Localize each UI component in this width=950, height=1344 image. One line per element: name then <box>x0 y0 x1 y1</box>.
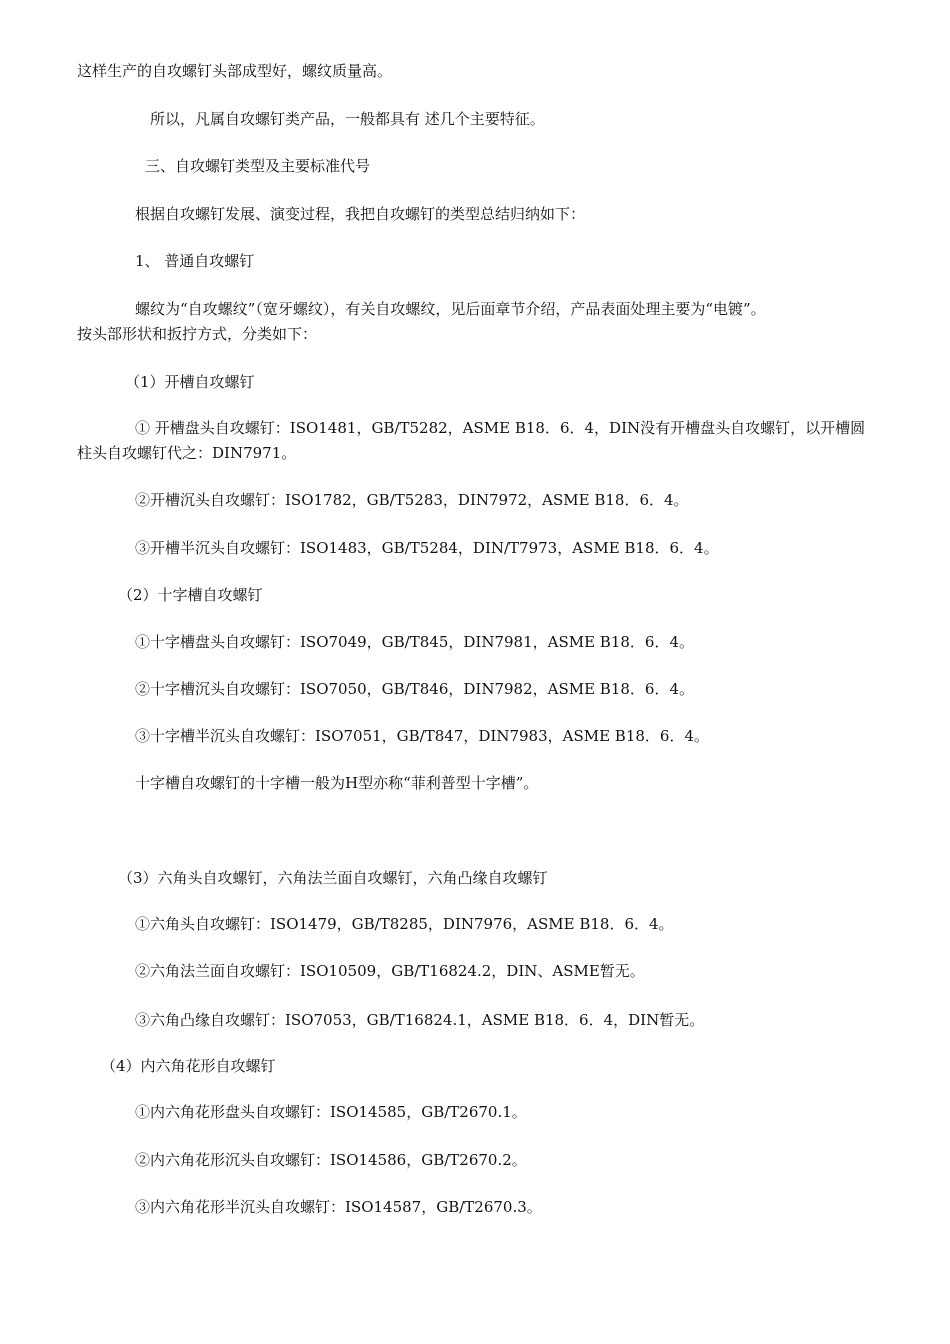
paragraph-line-4: 根据自攻螺钉发展、演变过程，我把自攻螺钉的类型总结归纳如下： <box>135 205 586 223</box>
item-line-11: ②内六角花形沉头自攻螺钉：ISO14586，GB/T2670.2。 <box>135 1151 527 1169</box>
paragraph-line-17: 十字槽自攻螺钉的十字槽一般为H型亦称“菲利普型十字槽”。 <box>135 774 539 792</box>
item-line-7: ①六角头自攻螺钉：ISO1479，GB/T8285，DIN7976，ASME B18．6．4。 <box>135 915 674 933</box>
item-line-6: ③十字槽半沉头自攻螺钉：ISO7051，GB/T847，DIN7983，ASME B18．6．4。 <box>135 727 710 745</box>
item-line-5: ②十字槽沉头自攻螺钉：ISO7050，GB/T846，DIN7982，ASME B18．6．4。 <box>135 680 695 698</box>
section-heading: 三、自攻螺钉类型及主要标准代号 <box>145 157 371 175</box>
item-line-9: ③六角凸缘自攻螺钉：ISO7053，GB/T16824.1，ASME B18．6．4，DIN暂无。 <box>135 1011 705 1029</box>
subheading-3: （3）六角头自攻螺钉，六角法兰面自攻螺钉，六角凸缘自攻螺钉 <box>118 869 548 887</box>
paragraph-line-2: 所以，凡属自攻螺钉类产品，一般都具有 述几个主要特征。 <box>150 110 545 128</box>
item-line-1b: 柱头自攻螺钉代之：DIN7971。 <box>77 444 297 462</box>
item-line-3: ③开槽半沉头自攻螺钉：ISO1483，GB/T5284，DIN/T7973，ASME B18．6．4。 <box>135 539 719 557</box>
item-line-4: ①十字槽盘头自攻螺钉：ISO7049，GB/T845，DIN7981，ASME B18．6．4。 <box>135 633 695 651</box>
item-line-8: ②六角法兰面自攻螺钉：ISO10509，GB/T16824.2，DIN、ASME暂无。 <box>135 962 645 980</box>
paragraph-line-6: 螺纹为“自攻螺纹”（宽牙螺纹），有关自攻螺纹，见后面章节介绍，产品表面处理主要为“电镀”。 <box>135 300 766 318</box>
list-heading-1: 1、 普通自攻螺钉 <box>135 252 255 270</box>
item-line-12: ③内六角花形半沉头自攻螺钉：ISO14587，GB/T2670.3。 <box>135 1198 542 1216</box>
subheading-2: （2）十字槽自攻螺钉 <box>118 586 263 604</box>
item-line-1a: ① 开槽盘头自攻螺钉：ISO1481，GB/T5282，ASME B18．6．4，DIN没有开槽盘头自攻螺钉，以开槽圆 <box>135 419 866 437</box>
subheading-4: （4）内六角花形自攻螺钉 <box>101 1057 276 1075</box>
paragraph-line-1: 这样生产的自攻螺钉头部成型好，螺纹质量高。 <box>77 62 393 80</box>
subheading-1: （1）开槽自攻螺钉 <box>125 373 255 391</box>
item-line-2: ②开槽沉头自攻螺钉：ISO1782，GB/T5283，DIN7972，ASME B18．6．4。 <box>135 491 689 509</box>
item-line-10: ①内六角花形盘头自攻螺钉：ISO14585，GB/T2670.1。 <box>135 1103 527 1121</box>
paragraph-line-7: 按头部形状和扳拧方式，分类如下： <box>77 325 318 343</box>
